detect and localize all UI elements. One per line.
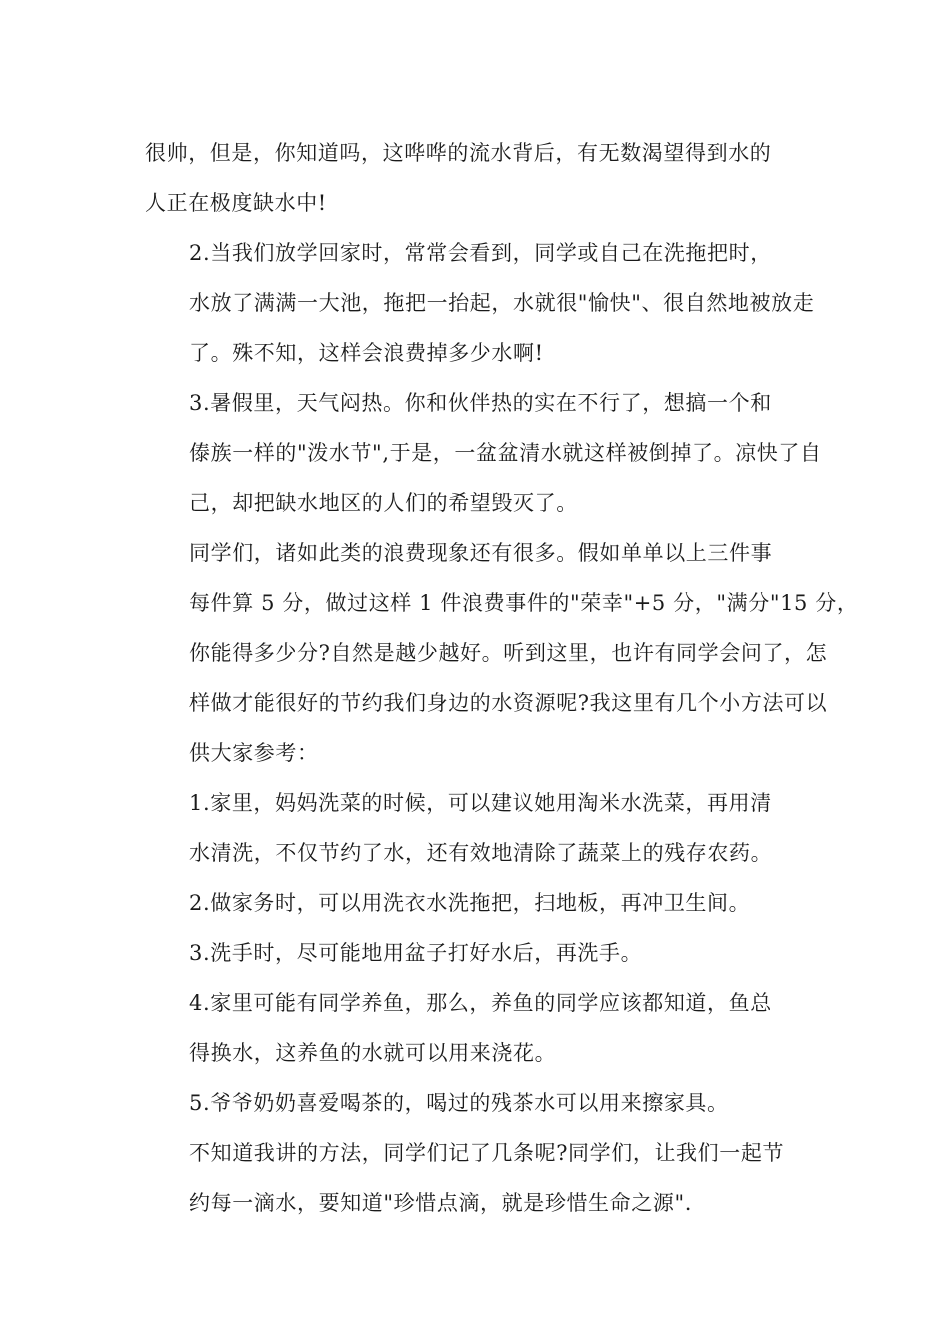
paragraph-7 [145,928,807,978]
paragraph-line: 傣族一样的"泼水节",于是，一盆盆清水就这样被倒掉了。凉快了自 [189,441,822,465]
paragraph-4 [145,528,859,778]
paragraph-line: 4.家里可能有同学养鱼，那么，养鱼的同学应该都知道，鱼总 [189,991,772,1015]
paragraph-line: 同学们，诸如此类的浪费现象还有很多。假如单单以上三件事 [189,541,773,565]
paragraph-line: 水放了满满一大池，拖把一抬起，水就很"愉快"、很自然地被放走 [189,291,815,315]
paragraph-line: 5.爷爷奶奶喜爱喝茶的，喝过的残茶水可以用来擦家具。 [189,1091,729,1115]
paragraph-line: 水清洗，不仅节约了水，还有效地清除了蔬菜上的残存农药。 [189,841,773,865]
paragraph-line: 供大家参考： [189,741,319,765]
paragraph-2 [145,228,815,378]
paragraph-9 [145,1078,807,1128]
paragraph-line: 得换水，这养鱼的水就可以用来浇花。 [189,1041,557,1065]
paragraph-line: 样做才能很好的节约我们身边的水资源呢?我这里有几个小方法可以 [189,691,828,715]
paragraph-8 [145,978,807,1078]
document-body [145,128,859,1228]
paragraph-line: 2.当我们放学回家时，常常会看到，同学或自己在洗拖把时， [189,241,772,265]
paragraph-line: 3.洗手时，尽可能地用盆子打好水后，再洗手。 [189,941,643,965]
paragraph-3 [145,378,822,528]
paragraph-6 [145,878,807,928]
paragraph-line: 了。殊不知，这样会浪费掉多少水啊! [189,341,544,365]
paragraph-line: 每件算 5 分，做过这样 1 件浪费事件的"荣幸"+5 分，"满分"15 分， [189,591,859,615]
paragraph-line: 很帅，但是，你知道吗，这哗哗的流水背后，有无数渴望得到水的 [145,141,772,165]
paragraph-line: 3.暑假里，天气闷热。你和伙伴热的实在不行了，想搞一个和 [189,391,772,415]
paragraph-line: 约每一滴水，要知道"珍惜点滴，就是珍惜生命之源". [189,1191,692,1215]
paragraph-5 [145,778,807,878]
paragraph-line: 不知道我讲的方法，同学们记了几条呢?同学们，让我们一起节 [189,1141,785,1165]
paragraph-line: 你能得多少分?自然是越少越好。听到这里，也许有同学会问了，怎 [189,641,828,665]
paragraph-line: 1.家里，妈妈洗菜的时候，可以建议她用淘米水洗菜，再用清 [189,791,772,815]
paragraph-10 [145,1128,807,1228]
paragraph-1 [145,128,807,228]
paragraph-line: 己，却把缺水地区的人们的希望毁灭了。 [189,491,578,515]
paragraph-line: 2.做家务时，可以用洗衣水洗拖把，扫地板，再冲卫生间。 [189,891,751,915]
paragraph-line: 人正在极度缺水中! [145,191,327,215]
